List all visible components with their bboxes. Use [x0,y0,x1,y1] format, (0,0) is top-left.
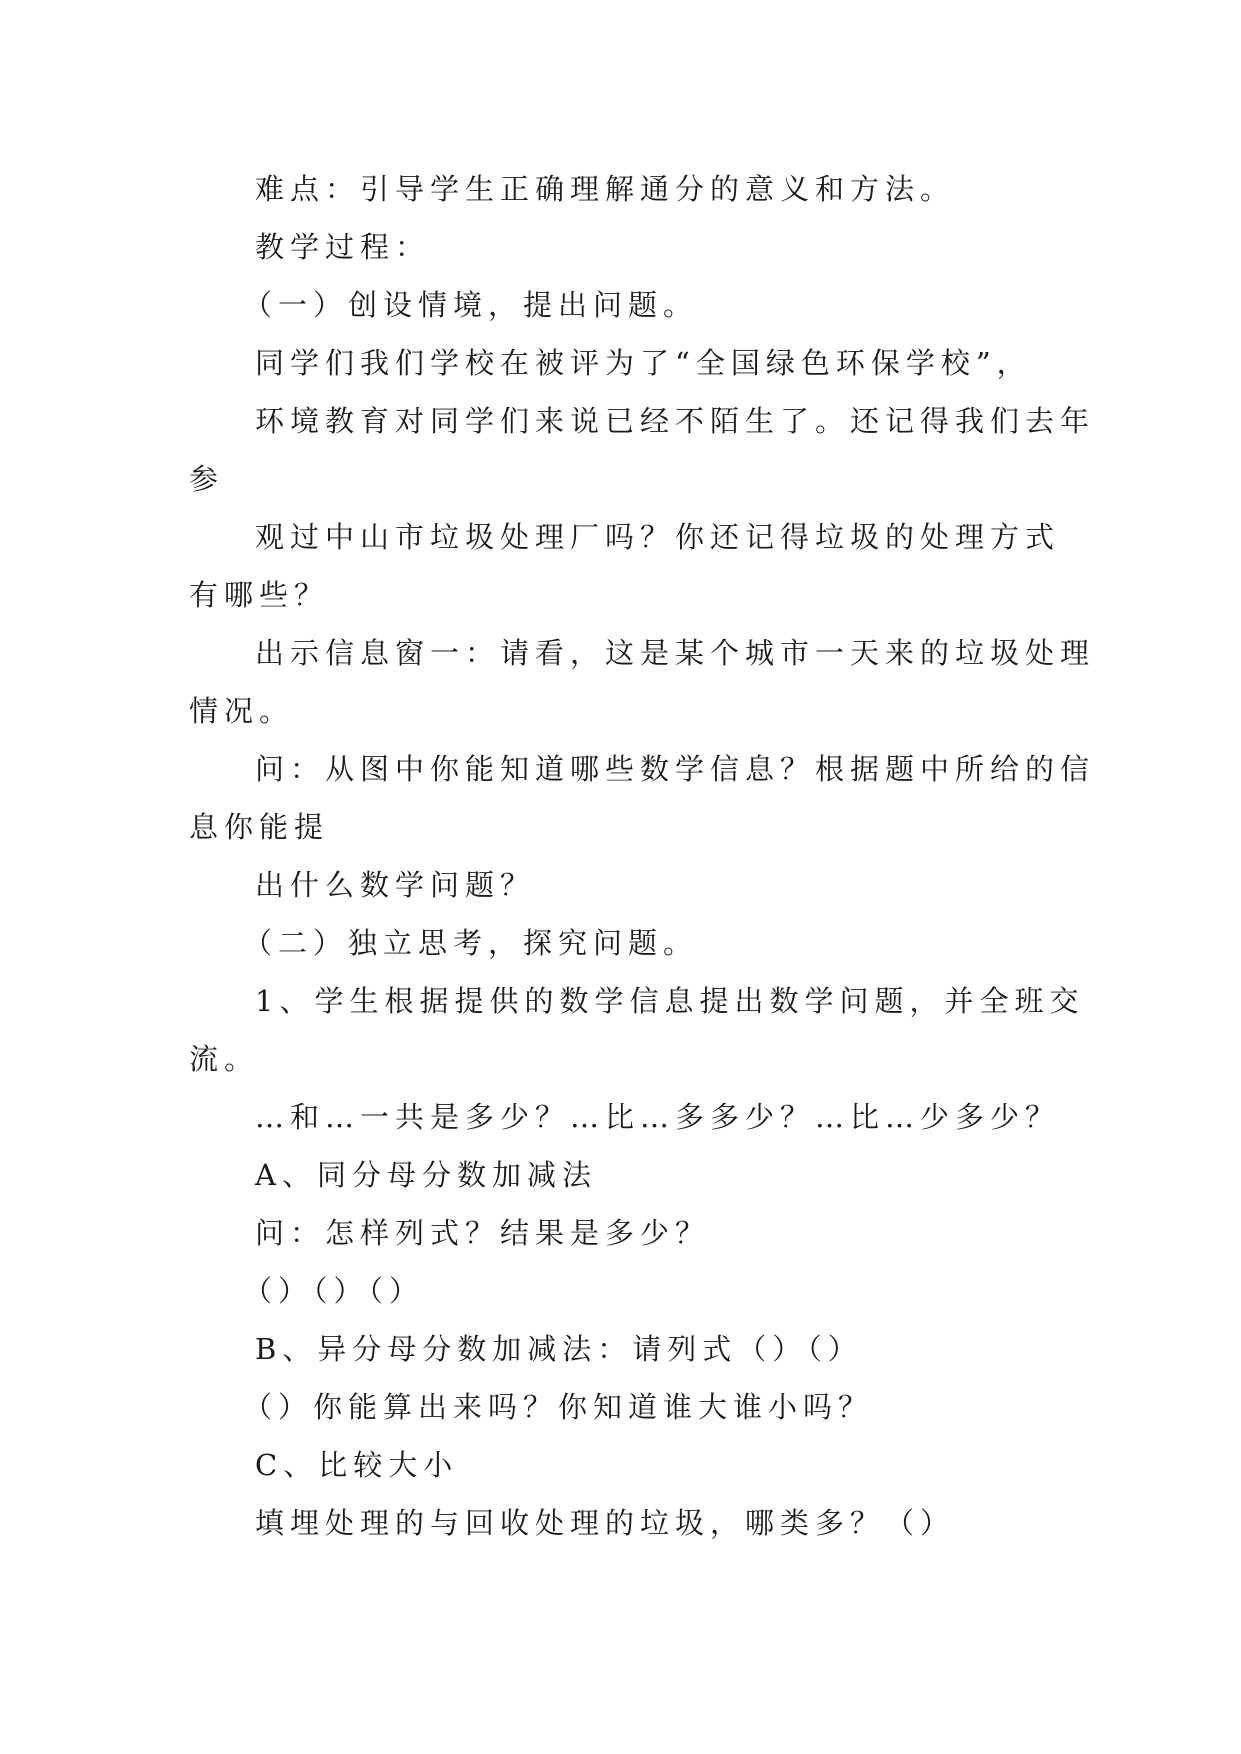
paragraph-line: 有哪些？ [189,578,330,612]
teaching-process-heading: 教学过程： [255,230,431,264]
blank-parentheses-line: （）（）（） [243,1274,425,1308]
subsection-b-heading: B、异分母分数加减法：请列式（）（） [255,1332,863,1366]
paragraph-line: 息你能提 [189,810,330,844]
paragraph-line: 同学们我们学校在被评为了“全国绿色环保学校”， [255,346,1032,380]
section-two-heading: （二）独立思考，探究问题。 [243,926,699,960]
paragraph-line: 问：从图中你能知道哪些数学信息？根据题中所给的信 [255,752,1096,786]
paragraph-line: 环境教育对同学们来说已经不陌生了。还记得我们去年 [255,404,1096,438]
difficulty-line: 难点：引导学生正确理解通分的意义和方法。 [255,172,956,206]
paragraph-line: 出示信息窗一：请看，这是某个城市一天来的垃圾处理 [255,636,1096,670]
paragraph-line: …和…一共是多少？…比…多多少？…比…少多少？ [255,1100,1061,1134]
paragraph-line: 情况。 [189,694,295,728]
paragraph-line: 1、学生根据提供的数学信息提出数学问题，并全班交 [255,984,1085,1018]
paragraph-line: 出什么数学问题？ [255,868,536,902]
paragraph-line: 观过中山市垃圾处理厂吗？你还记得垃圾的处理方式 [255,520,1061,554]
paragraph-line: 填埋处理的与回收处理的垃圾，哪类多？（） [255,1506,956,1540]
section-one-heading: （一）创设情境，提出问题。 [243,288,699,322]
paragraph-line: （）你能算出来吗？你知道谁大谁小吗？ [243,1390,874,1424]
paragraph-line: 流。 [189,1042,260,1076]
subsection-c-heading: C、比较大小 [255,1448,459,1482]
document-body [189,160,1096,1552]
paragraph-line: 参 [189,462,225,496]
subsection-a-heading: A、同分母分数加减法 [255,1158,597,1192]
paragraph-line: 问：怎样列式？结果是多少？ [255,1216,711,1250]
